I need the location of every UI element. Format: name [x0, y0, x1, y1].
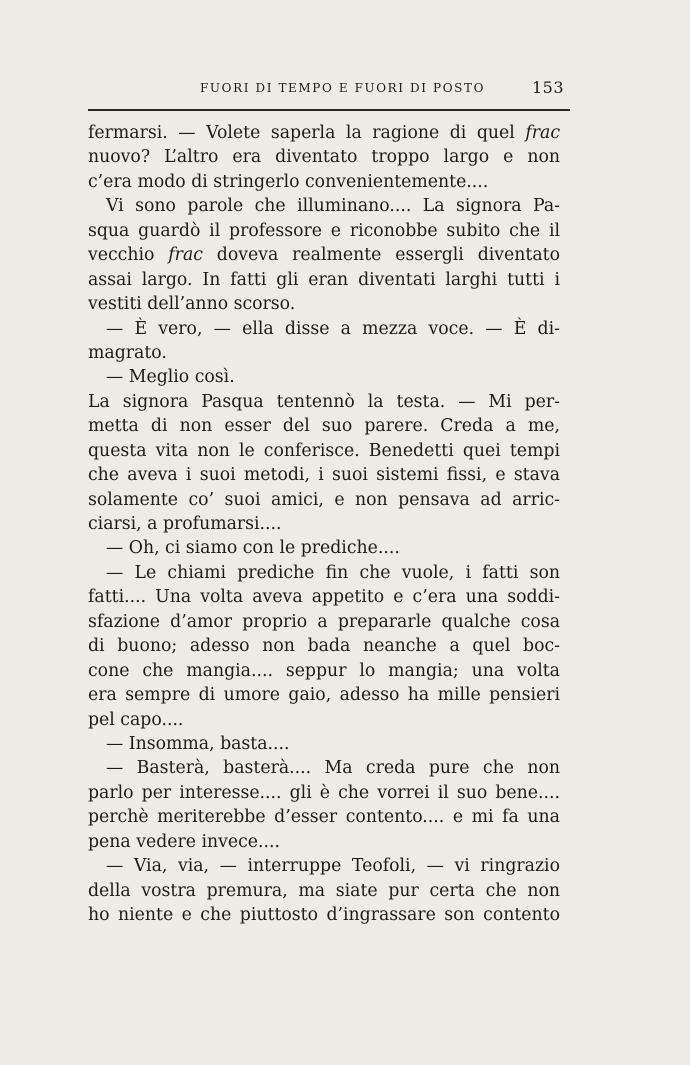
text-line: di buono; adesso non bada neanche a quel boc-	[88, 636, 560, 657]
text-line: pena vedere invece....	[88, 831, 281, 852]
text-line: metta di non esser del suo parere. Creda a me,	[88, 416, 560, 437]
text-line: vestiti dell’anno scorso.	[88, 294, 296, 315]
text-line: fatti.... Una volta aveva appetito e c’era una soddi-	[88, 587, 560, 608]
text-line: — Basterà, basterà.... Ma creda pure che non	[106, 758, 560, 779]
text-line: parlo per interesse.... gli è che vorrei il suo bene....	[88, 782, 560, 803]
text-line: sfazione d’amor proprio a prepararle qualche cosa	[88, 611, 560, 632]
text-line: nuovo? L’altro era diventato troppo largo e non	[88, 147, 560, 168]
text-line: perchè meriterebbe d’esser contento.... e mi fa una	[88, 807, 560, 828]
text-line: assai largo. In fatti gli eran diventati larghi tutti i	[88, 269, 560, 290]
text-line: La signora Pasqua tentennò la testa. — Mi per-	[88, 391, 560, 412]
text-line: cone che mangia.... seppur lo mangia; una volta	[88, 660, 560, 681]
page-number: 153	[531, 78, 564, 97]
text-line: squa guardò il professore e riconobbe subito che il	[88, 220, 560, 241]
text-line: della vostra premura, ma siate pur certa che non	[88, 880, 560, 901]
text-line: che aveva i suoi metodi, i suoi sistemi fissi, e stava	[88, 465, 560, 486]
text-line: — Insomma, basta....	[106, 733, 290, 754]
text-line: fermarsi. — Volete saperla la ragione di quel frac	[88, 123, 560, 143]
text-line: era sempre di umore gaio, adesso ha mille pensieri	[88, 685, 560, 706]
text-line: — Le chiami prediche fin che vuole, i fatti son	[106, 562, 560, 583]
text-line: vecchio frac doveva realmente essergli diventato	[88, 245, 560, 266]
header-rule	[88, 109, 570, 111]
body-text	[88, 121, 560, 927]
page-header	[88, 76, 570, 98]
running-title: FUORI DI TEMPO E FUORI DI POSTO	[200, 81, 486, 95]
text-line: c’era modo di stringerlo convenientemente....	[88, 171, 489, 192]
text-line: ciarsi, a profumarsi....	[88, 514, 282, 534]
text-line: magrato.	[88, 342, 167, 363]
text-line: — Meglio così.	[106, 367, 235, 388]
text-line: questa vita non le conferisce. Benedetti quei tempi	[88, 440, 560, 461]
text-line: pel capo....	[88, 709, 184, 730]
text-line: ho niente e che piuttosto d’ingrassare son contento	[88, 905, 560, 925]
text-line: — Oh, ci siamo con le prediche....	[106, 538, 400, 559]
text-line: Vi sono parole che illuminano.... La signora Pa-	[106, 196, 560, 217]
text-line: solamente co’ suoi amici, e non pensava ad arric-	[88, 489, 560, 510]
text-line: — È vero, — ella disse a mezza voce. — È di-	[106, 318, 560, 339]
text-line: — Via, via, — interruppe Teofoli, — vi ringrazio	[106, 856, 560, 877]
